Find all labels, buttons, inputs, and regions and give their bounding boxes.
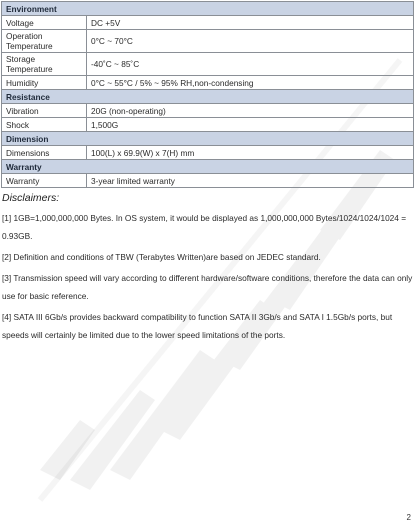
section-title: Resistance [2,90,414,104]
section-header-row [2,160,414,174]
row-label: Operation Temperature [2,30,87,53]
disclaimer-item: [4] SATA III 6Gb/s provides backward compatibility to function SATA II 3Gb/s and SATA I 1.5Gb/s ports, but speeds will certainly be limited due to the lower speed limitations of the ports. [2,312,393,340]
row-label: Warranty [2,174,87,188]
table-row [2,76,414,90]
disclaimer-item: [3] Transmission speed will vary according to different hardware/software conditions, therefore the data can only use for basic reference. [2,273,413,301]
section-header-row [2,132,414,146]
page-number: 2 [406,513,411,522]
row-value: 1,500G [87,118,414,132]
row-value: 0°C ~ 55°C / 5% ~ 95% RH,non-condensing [87,76,414,90]
row-label: Vibration [2,104,87,118]
row-value: 20G (non-operating) [87,104,414,118]
disclaimers-title: Disclaimers: [2,192,60,204]
table-row [2,174,414,188]
section-title: Warranty [2,160,414,174]
row-value: 3-year limited warranty [87,174,414,188]
row-label: Dimensions [2,146,87,160]
table-row [2,118,414,132]
row-label: Voltage [2,16,87,30]
table-row [2,30,414,53]
disclaimer-item: [1] 1GB=1,000,000,000 Bytes. In OS system, it would be displayed as 1,000,000,000 Bytes/1024/1024/1024 = 0.93GB. [2,213,407,241]
row-label: Storage Temperature [2,53,87,76]
row-label: Shock [2,118,87,132]
table-row [2,16,414,30]
row-value: 100(L) x 69.9(W) x 7(H) mm [87,146,414,160]
row-label: Humidity [2,76,87,90]
disclaimers-section [2,191,414,347]
section-title: Environment [2,2,414,16]
table-row [2,53,414,76]
section-header-row [2,90,414,104]
row-value: 0°C ~ 70°C [87,30,414,53]
row-value: DC +5V [87,16,414,30]
row-value: -40˚C ~ 85˚C [87,53,414,76]
spec-table [1,1,414,188]
section-title: Dimension [2,132,414,146]
table-row [2,104,414,118]
section-header-row [2,2,414,16]
table-row [2,146,414,160]
disclaimer-item: [2] Definition and conditions of TBW (Terabytes Written)are based on JEDEC standard. [2,252,321,262]
